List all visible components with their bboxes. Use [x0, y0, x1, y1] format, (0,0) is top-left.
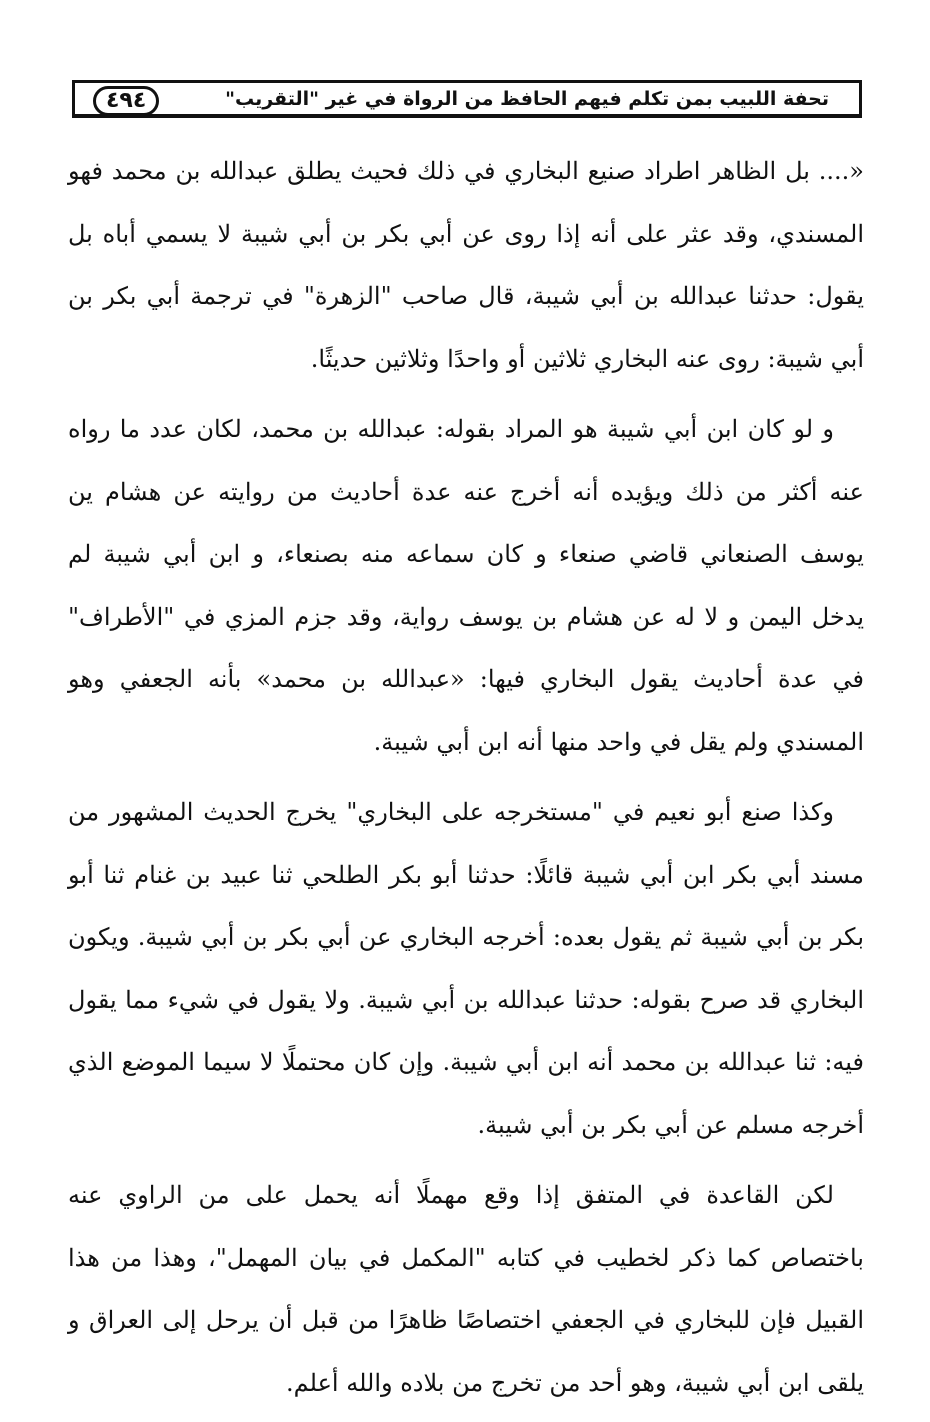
page-header [72, 80, 862, 118]
paragraph: و لو كان ابن أبي شيبة هو المراد بقوله: عبدالله بن محمد، لكان عدد ما رواه عنه أكثر من ذلك ويؤيده أنه أخرج عنه عدة أحاديث من روايته عن هشام ين يوسف الصنعاني قاضي صنعاء و كان سماعه منه بصنعاء، و ابن أبي شيبة لم يدخل اليمن و لا له عن هشام بن يوسف رواية، وقد جزم المزي في "الأطراف" في عدة أحاديث يقول البخاري فيها: «عبدالله بن محمد» بأنه الجعفي وهو المسندي ولم يقل في واحد منها أنه ابن أبي شيبة. [68, 415, 864, 756]
paragraph: «.... بل الظاهر اطراد صنيع البخاري في ذلك فحيث يطلق عبدالله بن محمد فهو المسندي، وقد عثر على أنه إذا روى عن أبي بكر بن أبي شيبة لا يسمي أباه بل يقول: حدثنا عبدالله بن أبي شيبة، قال صاحب "الزهرة" في ترجمة أبي بكر بن أبي شيبة: روى عنه البخاري ثلاثين أو واحدًا وثلاثين حديثًا. [68, 157, 864, 373]
main-text [68, 140, 864, 1422]
running-title: تحفة اللبيب بمن تكلم فيهم الحافظ من الرواة في غير "التقريب" [225, 88, 829, 110]
paragraph: وكذا صنع أبو نعيم في "مستخرجه على البخاري" يخرج الحديث المشهور من مسند أبي بكر ابن أبي شيبة قائلًا: حدثنا أبو بكر الطلحي ثنا عبيد بن غنام ثنا أبو بكر بن أبي شيبة ثم يقول بعده: أخرجه البخاري عن أبي بكر بن أبي شيبة. ويكون البخاري قد صرح بقوله: حدثنا عبدالله بن أبي شيبة. ولا يقول في شيء مما يقول فيه: ثنا عبدالله بن محمد أنه ابن أبي شيبة. وإن كان محتملًا لا سيما الموضع الذي أخرجه مسلم عن أبي بكر بن أبي شيبة. [68, 798, 865, 1139]
page-number: ٤٩٤ [93, 86, 159, 116]
paragraph: لكن القاعدة في المتفق إذا وقع مهملًا أنه يحمل على من الراوي عنه باختصاص كما ذكر لخطيب في كتابه "المكمل في بيان المهمل"، وهذا من هذا القبيل فإن للبخاري في الجعفي اختصاصًا ظاهرًا من قبل أن يرحل إلى العراق و يلقى ابن أبي شيبة، وهو أحد من تخرج من بلاده والله أعلم. [68, 1181, 864, 1397]
